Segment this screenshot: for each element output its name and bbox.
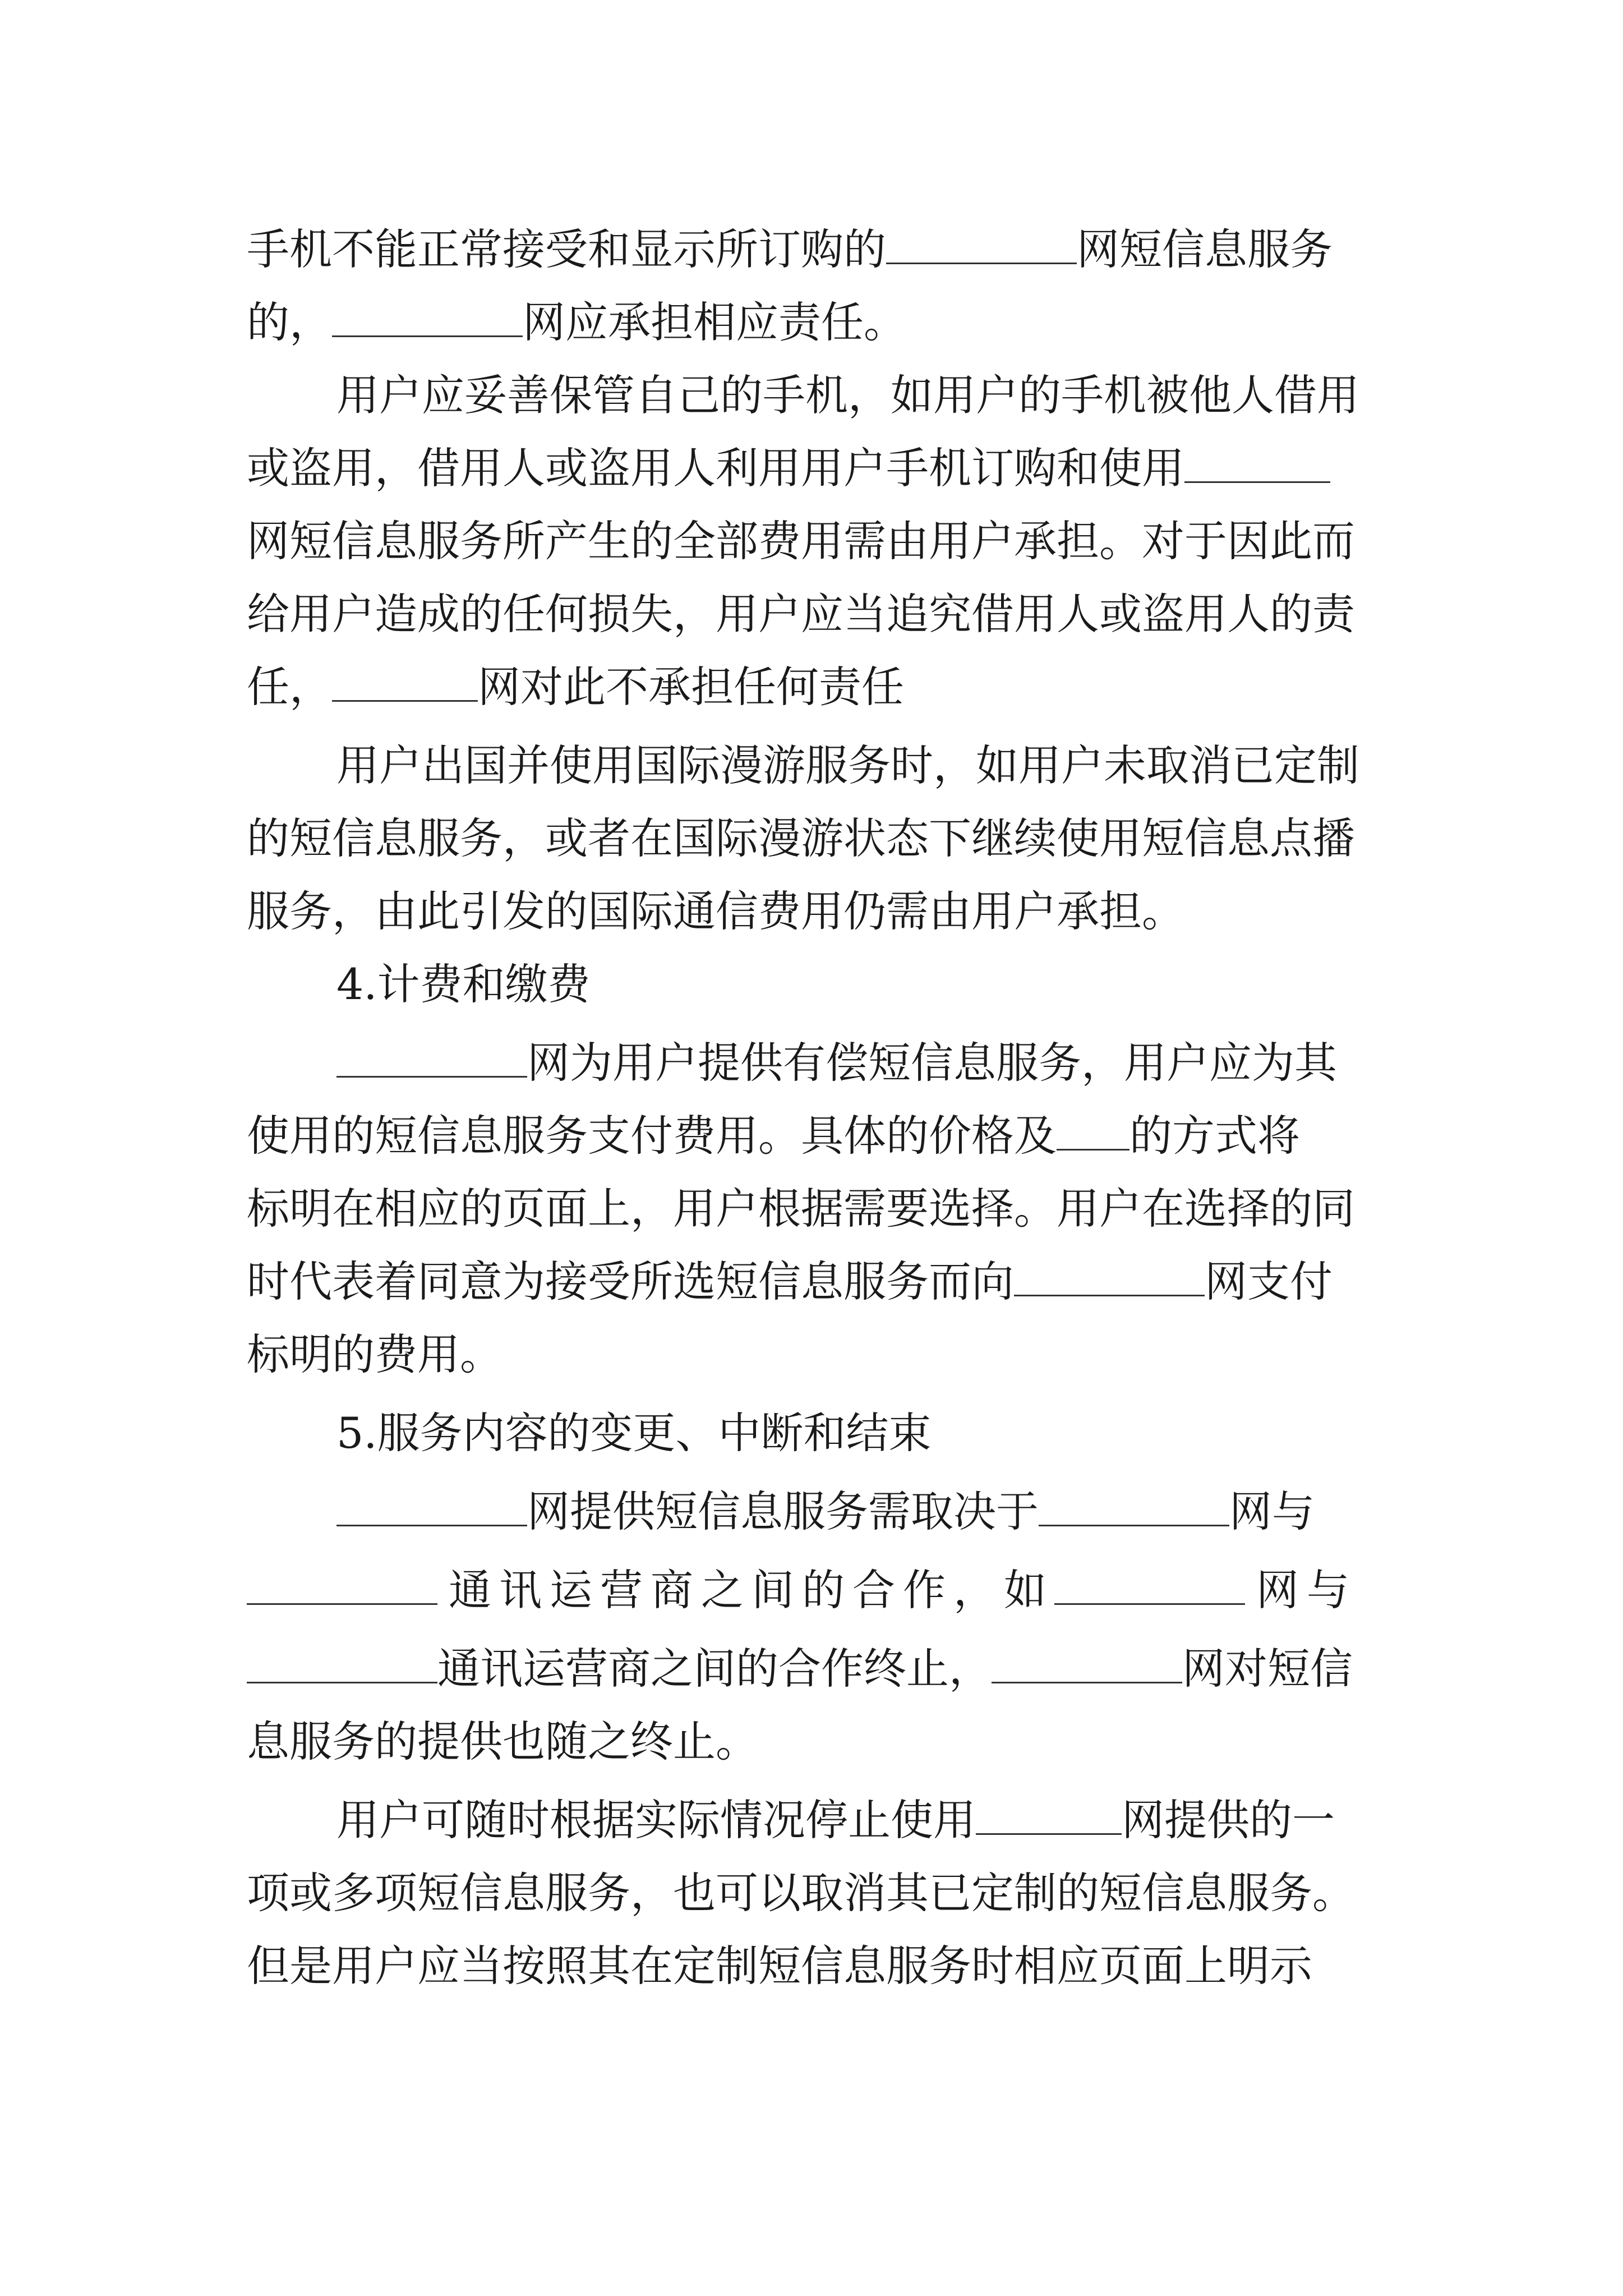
line-text: 用户应妥善保管自己的手机，如用户的手机被他人借用 bbox=[336, 370, 1359, 420]
line-text: 网为用户提供有偿短信息服务，用户应为其 bbox=[527, 1038, 1337, 1088]
text-line bbox=[247, 659, 1380, 715]
text-line bbox=[336, 1792, 1380, 1848]
line-text: 5.服务内容的变更、中断和结束 bbox=[336, 1408, 932, 1458]
line-text: 用户出国并使用国际漫游服务时，如用户未取消已定制 bbox=[336, 740, 1359, 790]
blank-field bbox=[336, 1042, 527, 1078]
line-text: 网短信息服务所产生的全部费用需由用户承担。对于因此而 bbox=[247, 516, 1355, 566]
text-line bbox=[247, 1327, 1380, 1383]
line-text: 时代表着同意为接受所选短信息服务而向 bbox=[247, 1257, 1014, 1306]
line-text: 4.计费和缴费 bbox=[336, 959, 591, 1009]
line-text: 任， bbox=[247, 662, 332, 712]
text-line bbox=[247, 1865, 1380, 1921]
line-text: 网与 bbox=[1229, 1487, 1315, 1536]
text-line bbox=[247, 513, 1380, 569]
line-text: 的， bbox=[247, 297, 332, 347]
text-line bbox=[247, 1181, 1380, 1237]
line-text: 息服务的提供也随之终止。 bbox=[247, 1717, 758, 1766]
text-line bbox=[336, 367, 1380, 424]
text-line bbox=[247, 1108, 1380, 1164]
blank-field bbox=[1184, 448, 1330, 483]
line-text: 通讯运营商之间的合作终止， bbox=[437, 1644, 992, 1694]
line-text: 的方式将 bbox=[1129, 1111, 1300, 1161]
line-text: 网对此不承担任何责任 bbox=[478, 662, 904, 712]
blank-field bbox=[247, 1648, 437, 1683]
line-text: 的短信息服务，或者在国际漫游状态下继续使用短信息点播 bbox=[247, 813, 1355, 863]
blank-field bbox=[1057, 1115, 1129, 1151]
text-line bbox=[336, 1035, 1380, 1091]
line-text: 网与 bbox=[1256, 1565, 1357, 1615]
text-line bbox=[247, 1714, 1380, 1770]
text-line bbox=[336, 1484, 1380, 1540]
blank-field bbox=[332, 666, 478, 702]
line-text: 用户可随时根据实际情况停止使用 bbox=[336, 1795, 976, 1845]
line-text: 项或多项短信息服务，也可以取消其已定制的短信息服务。 bbox=[247, 1868, 1355, 1918]
line-text: 网提供的一 bbox=[1122, 1795, 1335, 1845]
blank-field bbox=[1014, 1261, 1205, 1296]
text-line bbox=[247, 1641, 1380, 1697]
line-text: 或盗用，借用人或盗用人利用用户手机订购和使用 bbox=[247, 443, 1184, 493]
text-line bbox=[247, 440, 1380, 496]
line-text: 手机不能正常接受和显示所订购的 bbox=[247, 224, 886, 274]
line-text: 网应承担相应责任。 bbox=[523, 297, 906, 347]
section-heading bbox=[336, 956, 1380, 1013]
line-text: 服务，由此引发的国际通信费用仍需由用户承担。 bbox=[247, 886, 1184, 936]
line-text: 网短信息服务 bbox=[1077, 224, 1332, 274]
line-text: 网支付 bbox=[1205, 1257, 1332, 1306]
text-line bbox=[247, 586, 1380, 642]
text-line bbox=[247, 295, 1380, 351]
text-line bbox=[247, 1562, 1380, 1618]
line-text: 给用户造成的任何损失，用户应当追究借用人或盗用人的责 bbox=[247, 589, 1355, 639]
text-line bbox=[247, 222, 1380, 278]
blank-field bbox=[1039, 1491, 1229, 1526]
line-text: 网对短信 bbox=[1182, 1644, 1353, 1694]
blank-field bbox=[247, 1570, 437, 1605]
text-line bbox=[247, 884, 1380, 940]
text-line bbox=[247, 811, 1380, 867]
line-text: 但是用户应当按照其在定制短信息服务时相应页面上明示 bbox=[247, 1941, 1312, 1991]
line-text: 通讯运营商之间的合作，如 bbox=[449, 1565, 1054, 1615]
line-text: 标明在相应的页面上，用户根据需要选择。用户在选择的同 bbox=[247, 1184, 1355, 1234]
blank-field bbox=[976, 1800, 1122, 1835]
text-line bbox=[247, 1254, 1380, 1310]
text-line bbox=[247, 1938, 1380, 1994]
section-heading bbox=[336, 1405, 1380, 1461]
blank-field bbox=[336, 1491, 527, 1526]
blank-field bbox=[332, 302, 523, 337]
blank-field bbox=[992, 1648, 1182, 1683]
line-text: 标明的费用。 bbox=[247, 1329, 502, 1379]
text-line bbox=[336, 738, 1380, 794]
blank-field bbox=[886, 229, 1077, 264]
line-text: 使用的短信息服务支付费用。具体的价格及 bbox=[247, 1111, 1057, 1161]
blank-field bbox=[1054, 1570, 1245, 1605]
line-text: 网提供短信息服务需取决于 bbox=[527, 1487, 1039, 1536]
